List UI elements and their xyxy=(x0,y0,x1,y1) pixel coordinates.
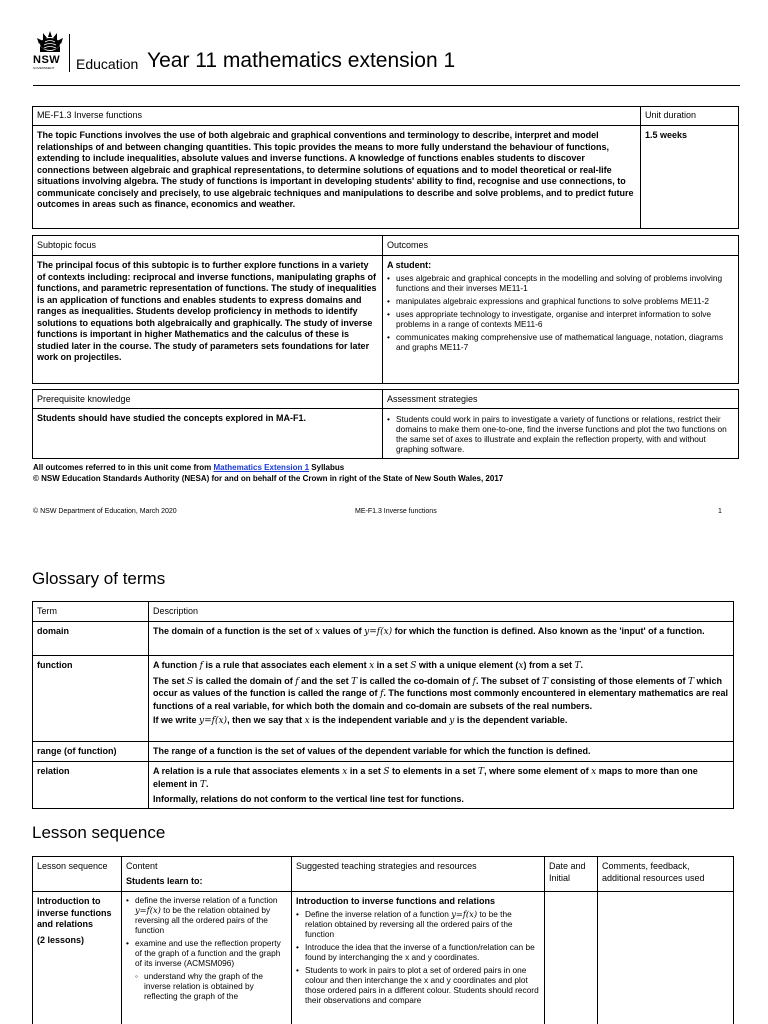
lesson-col-content: Content xyxy=(126,861,158,871)
content-subitem: ◦ understand why the graph of the inverse relation is obtained by reflecting the graph of the xyxy=(135,971,287,1001)
strategy-item: • Introduce the idea that the inverse of a function/relation can be found by interchanging the x and y coordinates. xyxy=(296,942,540,962)
strategy-list xyxy=(296,909,540,1005)
org-name: Education xyxy=(76,56,139,72)
waratah-icon xyxy=(33,30,67,54)
lesson-col-strategies: Suggested teaching strategies and resources xyxy=(292,857,545,892)
assessment-header: Assessment strategies xyxy=(383,390,739,409)
header-rule xyxy=(33,85,740,86)
lesson-col-comments: Comments, feedback, additional resources used xyxy=(598,857,734,892)
outcomes-intro: A student: xyxy=(387,260,432,270)
content-list xyxy=(126,895,287,1001)
prereq-table xyxy=(32,389,739,459)
glossary-row-range xyxy=(33,742,734,762)
term-range: range (of function) xyxy=(33,742,149,762)
copyright-note: © NSW Education Standards Authority (NESA) for and on behalf of the Crown in right of the State of New South Wales, 2017 xyxy=(33,474,504,483)
footer-center: ME-F1.3 Inverse functions xyxy=(355,508,437,515)
desc-domain: The domain of a function is the set of x values of y=f(x) for which the function is defined. Also known as the 'input' of a function. xyxy=(149,622,734,656)
syllabus-note: All outcomes referred to in this unit come from Mathematics Extension 1 Syllabus xyxy=(33,463,345,472)
footer-left: © NSW Department of Education, March 2020 xyxy=(33,508,177,515)
desc-range: The range of a function is the set of values of the dependent variable for which the function is defined. xyxy=(149,742,734,762)
outcomes-list xyxy=(387,273,734,352)
lesson-table xyxy=(32,856,734,1024)
strategy-heading: Introduction to inverse functions and relations xyxy=(296,896,496,906)
outcome-item: • uses algebraic and graphical concepts in the modelling and solving of problems involving functions and their inverses ME11-1 xyxy=(387,273,734,293)
prereq-header: Prerequisite knowledge xyxy=(33,390,383,409)
glossary-table xyxy=(32,601,734,809)
glossary-row-domain xyxy=(33,622,734,656)
glossary-row-function xyxy=(33,656,734,742)
content-item: • define the inverse relation of a function y=f(x) to be the relation obtained by reversing all the ordered pairs of the function xyxy=(126,895,287,935)
logo-text: NSW xyxy=(33,54,61,66)
logo-subtext: GOVERNMENT xyxy=(33,66,55,70)
assessment-list xyxy=(387,414,734,454)
outcome-item: • uses appropriate technology to investigate, organise and interpret information to solve problems in a range of contexts ME11-6 xyxy=(387,309,734,329)
assessment-item: • Students could work in pairs to investigate a variety of functions or relations, restrict their domains to make them one-to-one, find the inverse functions and plot the two functions on the same set of axes to illustrate and explain the reflection property, with and without graphing software. xyxy=(387,414,734,454)
duration-header: Unit duration xyxy=(641,107,739,126)
desc-function: A function f is a rule that associates each element x in a set S with a unique element (x) from a set T. The set S is called the domain of f and the set T is called the co-domain of f. The subset of T consisting of those elements of T which occur as values of the function is called the range of f. The functions most commonly encountered in elementary mathematics are real functions of a real variable, for which both the domain and co-domain are subsets of the real numbers. If we write y=f(x), then we say that x is the independent variable and y is the dependent variable. xyxy=(149,656,734,742)
unit-description: The topic Functions involves the use of both algebraic and graphical conventions and terminology to describe, interpret and model relationships of and between changing quantities. This topic provides the means to more fully understand the behaviour of functions, extending to include inequalities, absolute values and inverse functions. A knowledge of functions enables students to discover connections between algebraic and graphical representations, to determine solutions of equations and to model theoretical or real-life situations involving algebra. The study of functions is important in developing students' ability to find, recognise and use connections, to communicate concisely and precisely, to use algebraic techniques and manipulations to describe and solve problems, and to predict future outcomes in areas such as finance, economics and weather. xyxy=(33,126,641,229)
glossary-row-relation xyxy=(33,762,734,809)
comments-cell[interactable] xyxy=(598,892,734,1024)
glossary-col-term: Term xyxy=(33,602,149,622)
lesson-row xyxy=(33,892,734,1024)
lesson-duration: (2 lessons) xyxy=(37,934,85,945)
page-break xyxy=(0,530,768,534)
lesson-heading: Lesson sequence xyxy=(32,823,166,842)
strategy-item: • Define the inverse relation of a function y=f(x) to be the relation obtained by reversing all the ordered pairs of the function xyxy=(296,909,540,939)
term-domain: domain xyxy=(33,622,149,656)
topic-cell: ME-F1.3 Inverse functions xyxy=(33,107,641,126)
logo-divider xyxy=(69,34,70,72)
date-cell[interactable] xyxy=(545,892,598,1024)
glossary-heading: Glossary of terms xyxy=(32,569,166,588)
outcomes-header: Outcomes xyxy=(383,236,739,256)
focus-text: The principal focus of this subtopic is to further explore functions in a variety of contexts including: reciprocal and inverse functions, manipulating graphs of functions, and parametric representation of functions. The study of inequalities is an application of functions and enables students to express domains and ranges as inequalities. Students develop proficiency in methods to identify solutions to equations both algebraically and graphically. The study of inverse functions is important in higher Mathematics and the calculus of these is studied later in the course. The study of parameters sets foundations for later work on projectiles. xyxy=(33,256,383,384)
focus-header: Subtopic focus xyxy=(33,236,383,256)
strategy-item: • Students to work in pairs to plot a set of ordered pairs in one colour and then interchange the x and y coordinates and plot those ordered pairs in a different colour. Students should record their observations and compare xyxy=(296,965,540,1005)
term-function: function xyxy=(33,656,149,742)
lesson-col-date: Date and Initial xyxy=(545,857,598,892)
desc-relation: A relation is a rule that associates elements x in a set S to elements in a set T, where some element of x maps to more than one element in T. Informally, relations do not conform to the vertical line test for functions. xyxy=(149,762,734,809)
page-title: Year 11 mathematics extension 1 xyxy=(147,49,456,72)
nsw-logo xyxy=(33,30,71,70)
term-relation: relation xyxy=(33,762,149,809)
unit-table xyxy=(32,106,739,229)
glossary-col-desc: Description xyxy=(149,602,734,622)
lesson-col-content-sub: Students learn to: xyxy=(126,875,203,886)
outcome-item: • communicates making comprehensive use of mathematical language, notation, diagrams and graphs ME11-7 xyxy=(387,332,734,352)
lesson-title: Introduction to inverse functions and relations xyxy=(37,896,112,929)
page-number: 1 xyxy=(718,508,722,515)
subtopic-table xyxy=(32,235,739,384)
duration-value: 1.5 weeks xyxy=(641,126,739,229)
content-item: • examine and use the reflection property of the graph of a function and the graph of its inverse (ACMSM096) ◦ understand why the graph of the inverse relation is obtained by reflecting the graph of the xyxy=(126,938,287,1001)
outcome-item: • manipulates algebraic expressions and graphical functions to solve problems ME11-2 xyxy=(387,296,734,306)
syllabus-link[interactable]: Mathematics Extension 1 xyxy=(213,463,310,472)
lesson-col-sequence: Lesson sequence xyxy=(33,857,122,892)
prereq-text: Students should have studied the concepts explored in MA-F1. xyxy=(33,409,383,459)
